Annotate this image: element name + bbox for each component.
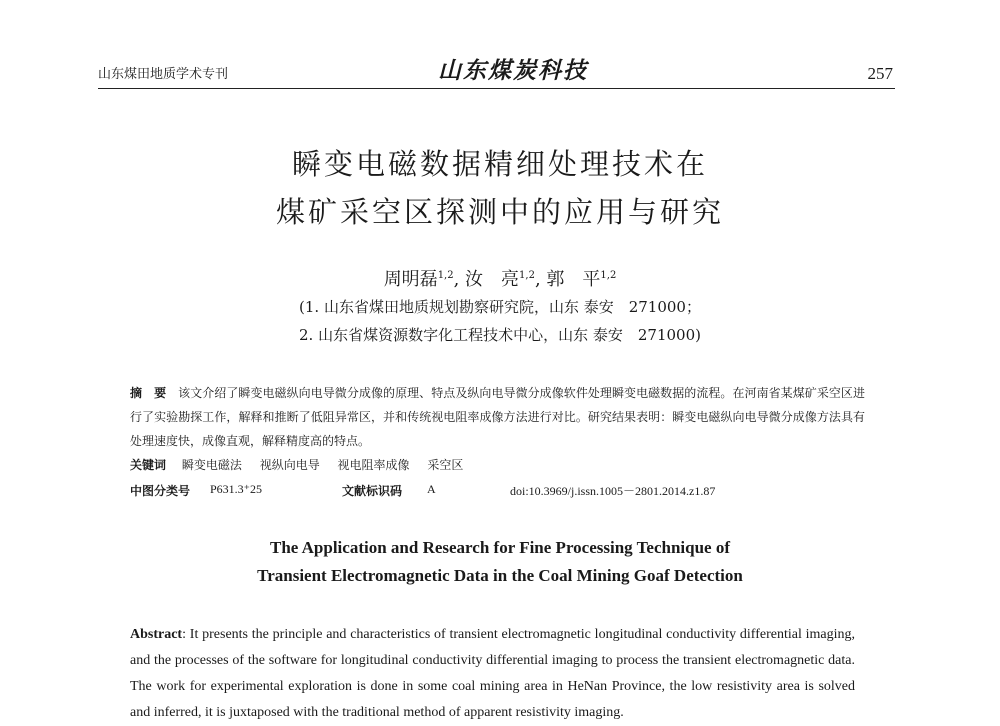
english-abstract-label: Abstract xyxy=(130,627,183,642)
doi: doi:10.3969/j.issn.1005－2801.2014.z1.87 xyxy=(510,484,716,498)
keyword: 视纵向电导 xyxy=(259,458,320,472)
abstract-text: 该文介绍了瞬变电磁纵向电导微分成像的原理、特点及纵向电导微分成像软件处理瞬变电磁数据的流程。在河南省某煤矿采空区进行了实验勘探工作，解释和推断了低阻异常区，并和传统视电阻率成像方法进行对比。研究结果表明：瞬变电磁纵向电导微分成像方法具有处理速度快，成像直观，解释精度高的特点。 xyxy=(130,386,865,448)
chinese-title-line-2: 煤矿采空区探测中的应用与研究 xyxy=(275,195,724,229)
author-affiliation-mark: 1,2 xyxy=(600,270,617,281)
author-name: 周明磊 xyxy=(383,269,438,290)
affiliation-2: 2. 山东省煤资源数字化工程技术中心，山东 泰安 271000) xyxy=(299,326,701,344)
document-code-value: A xyxy=(427,482,436,496)
keyword: 视电阻率成像 xyxy=(337,458,410,472)
chinese-abstract xyxy=(130,381,865,453)
english-title-line-1: The Application and Research for Fine Processing Technique of xyxy=(270,538,730,557)
page-header xyxy=(98,52,895,89)
keyword: 瞬变电磁法 xyxy=(181,458,242,472)
english-title-line-2: Transient Electromagnetic Data in the Coal Mining Goaf Detection xyxy=(257,566,743,585)
keywords-label: 关键词 xyxy=(130,458,167,472)
journal-logo: 山东煤炭科技 xyxy=(438,57,588,84)
clc-value: P631.3⁺25 xyxy=(210,482,263,496)
clc-label: 中图分类号 xyxy=(130,484,191,498)
author-affiliation-mark: 1,2 xyxy=(519,270,535,281)
abstract-label: 摘 要 xyxy=(130,386,167,400)
document-code-label: 文献标识码 xyxy=(342,484,403,498)
author-name: 郭 平 xyxy=(546,269,601,290)
affiliation-1: (1. 山东省煤田地质规划勘察研究院，山东 泰安 271000； xyxy=(299,298,701,316)
author-list: 周明磊$^{1,2}$, 汝 亮$^{1,2}$, 郭 平$^{1,2}$ xyxy=(383,269,617,290)
english-abstract xyxy=(130,622,855,726)
author-name: 汝 亮 xyxy=(465,269,520,290)
keywords xyxy=(130,456,477,473)
chinese-title-line-1: 瞬变电磁数据精细处理技术在 xyxy=(291,147,708,181)
author-affiliation-mark: 1,2 xyxy=(437,270,454,281)
page-number: 257 xyxy=(867,64,893,83)
journal-name: 山东煤田地质学术专刊 xyxy=(98,67,229,82)
keyword: 采空区 xyxy=(427,458,464,472)
english-abstract-text: : It presents the principle and characteristics of transient electromagnetic longitudinal conductivity differential imaging, and the processes of the software for longitudinal conductivity differential imaging to process the transient electromagnetic data. The work for experimental exploration is done in some coal mining area in HeNan Province, the low resistivity area is solved and inferred, it is juxtaposed with the traditional method of apparent resistivity imaging. xyxy=(130,627,855,720)
